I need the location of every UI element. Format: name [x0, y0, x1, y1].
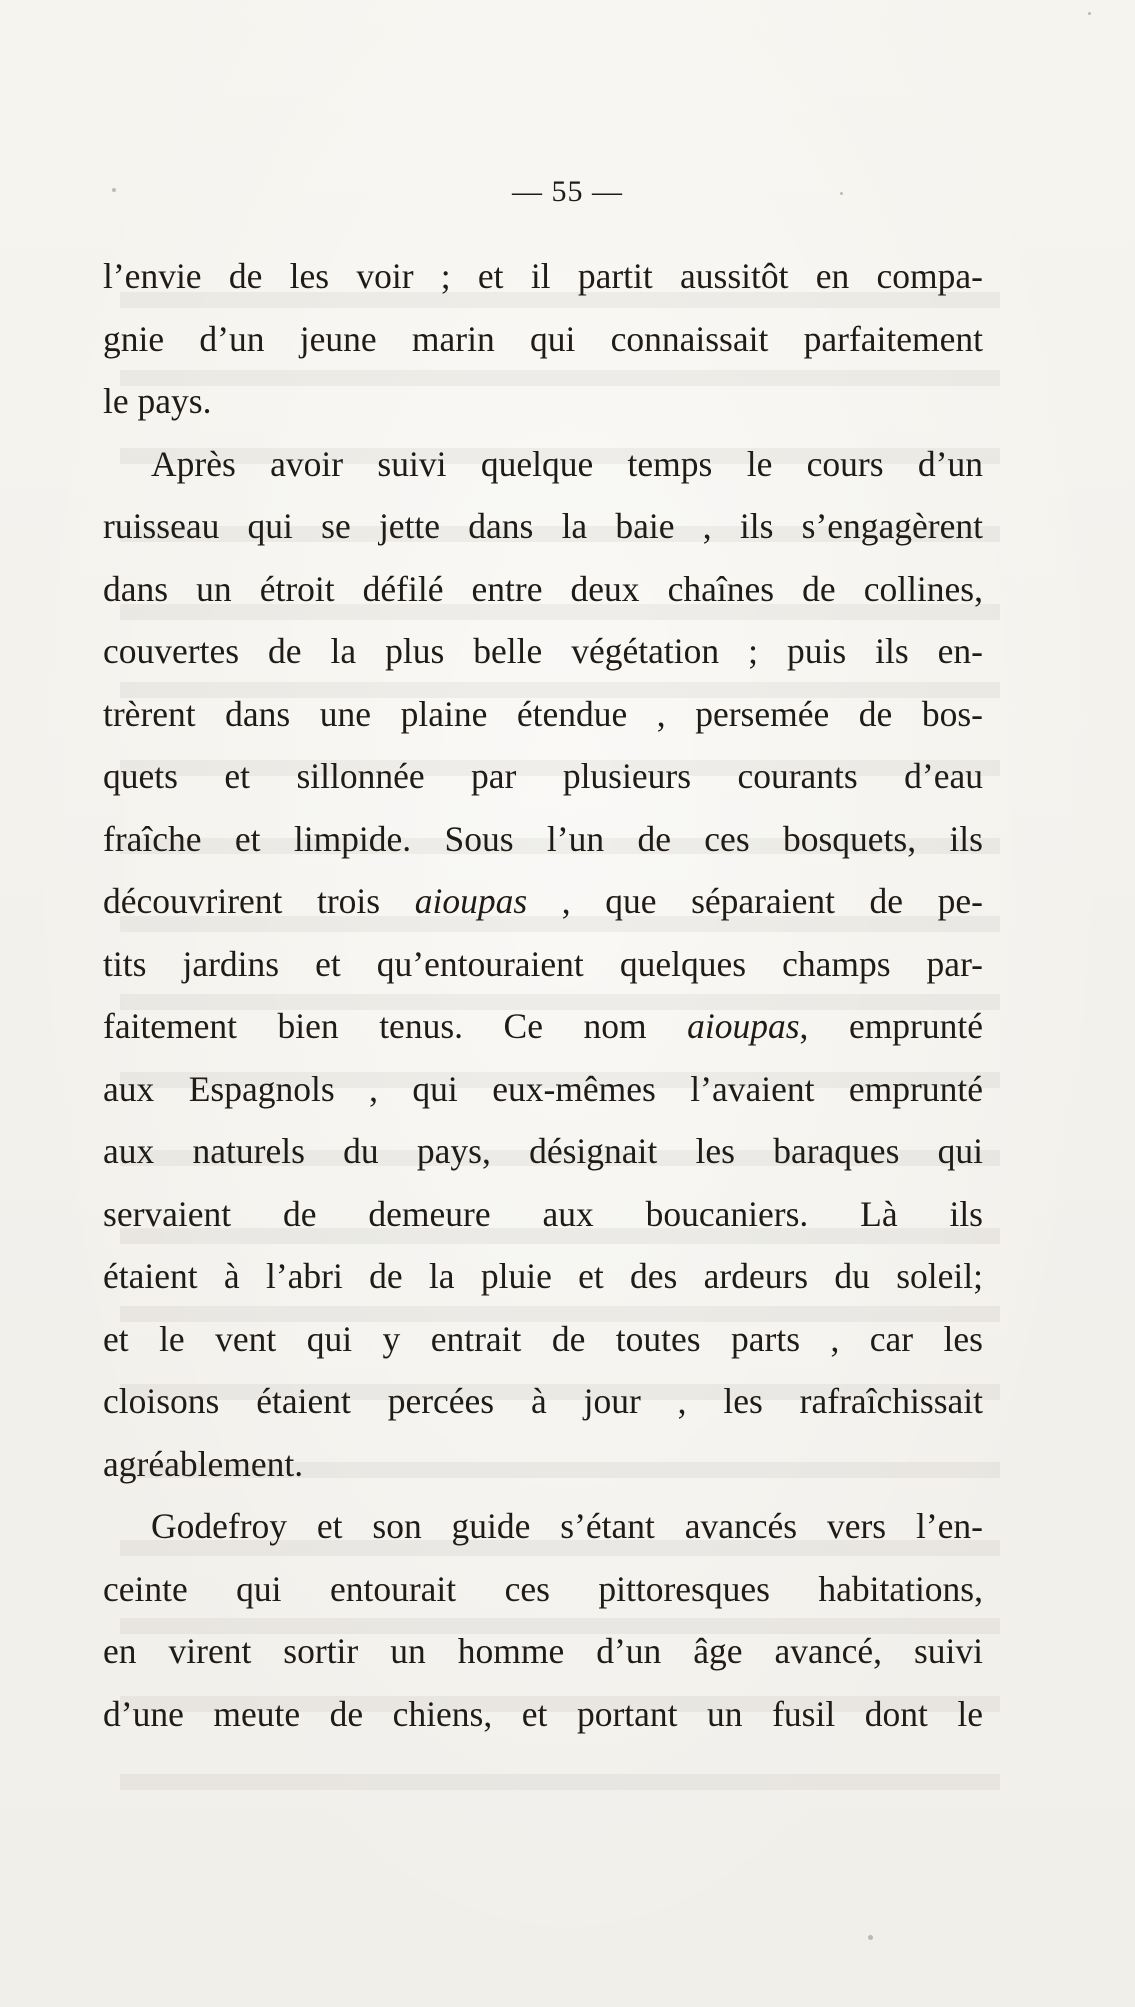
text-line: le pays.	[103, 381, 212, 421]
text-line: quets et sillonnée par plusieurs courants d’eau	[103, 756, 983, 796]
text-line: gnie d’un jeune marin qui connaissait parfaitement	[103, 318, 983, 359]
text-line	[103, 995, 983, 1058]
text-line: aux naturels du pays, désignait les baraques qui	[103, 1131, 983, 1171]
text-line: agréablement.	[103, 1443, 304, 1484]
text-line: ceinte qui entourait ces pittoresques habitations,	[103, 1568, 983, 1609]
text-line: Godefroy et son guide s’étant avancés vers l’en-	[151, 1506, 983, 1546]
text-line: d’une meute de chiens, et portant un fusil dont le	[103, 1693, 983, 1734]
text-line: aux Espagnols , qui eux-mêmes l’avaient emprunté	[103, 1068, 983, 1109]
text-line: cloisons étaient percées à jour , les rafraîchissait	[103, 1381, 983, 1421]
text-line	[103, 870, 983, 933]
line-text: découvrirent trois	[103, 881, 415, 921]
line-text: faitement bien tenus. Ce nom	[103, 1006, 688, 1046]
text-line: couvertes de la plus belle végétation ; puis ils en-	[103, 631, 983, 671]
line-text: , que séparaient de pe-	[527, 881, 983, 921]
page-number: — 55 —	[512, 175, 623, 208]
text-line: trèrent dans une plaine étendue , persemée de bos-	[103, 693, 983, 734]
text-line: ruisseau qui se jette dans la baie , ils s’engagèrent	[103, 506, 983, 546]
body-text	[103, 245, 983, 1745]
paper-speck	[868, 1935, 873, 1940]
text-line: servaient de demeure aux boucaniers. Là ils	[103, 1193, 983, 1234]
text-line: fraîche et limpide. Sous l’un de ces bosquets, ils	[103, 818, 983, 859]
text-line: en virent sortir un homme d’un âge avancé, suivi	[103, 1631, 983, 1671]
text-line: dans un étroit défilé entre deux chaînes de collines,	[103, 568, 983, 609]
italic-term: aioupas	[414, 881, 528, 921]
paper-speck	[1088, 12, 1091, 15]
line-text: , emprunté	[799, 1006, 983, 1046]
text-line: Après avoir suivi quelque temps le cours d’un	[151, 443, 983, 484]
text-line: tits jardins et qu’entouraient quelques champs par-	[103, 943, 983, 984]
text-line: et le vent qui y entrait de toutes parts , car les	[103, 1318, 983, 1359]
text-line: l’envie de les voir ; et il partit aussitôt en compa-	[103, 256, 983, 296]
italic-term: aioupas	[687, 1006, 800, 1046]
text-line: étaient à l’abri de la pluie et des ardeurs du soleil;	[103, 1256, 983, 1296]
